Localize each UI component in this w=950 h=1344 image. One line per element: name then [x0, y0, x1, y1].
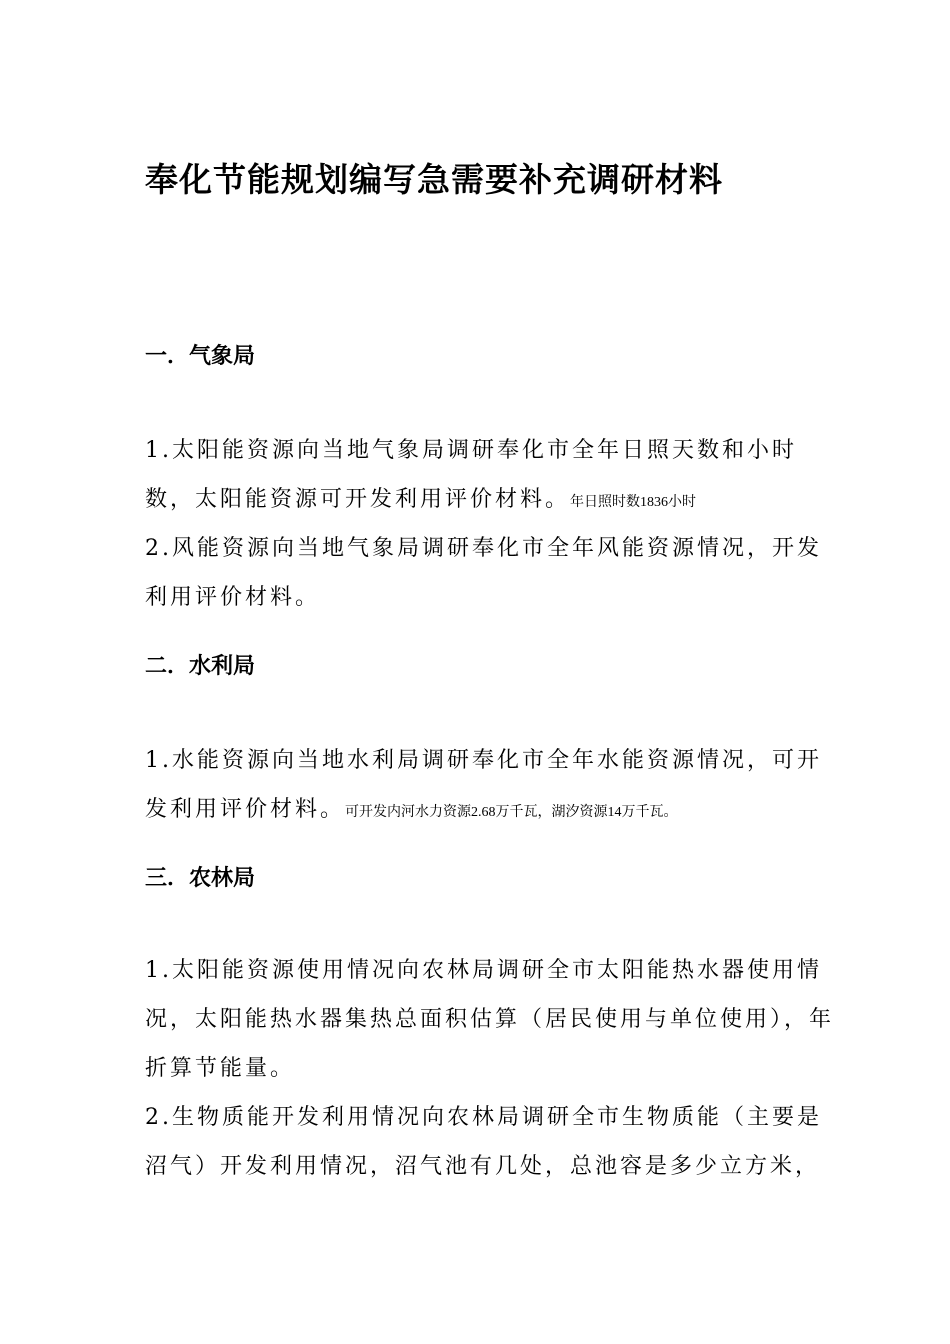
item-note: 可开发内河水力资源2.68万千瓦，湖汐资源14万千瓦。 [345, 805, 678, 820]
section-heading-agriculture-forestry: 三．农林局 [145, 866, 256, 891]
document-title: 奉化节能规划编写急需要补充调研材料 [145, 160, 723, 199]
list-item-biomass-usage [145, 1093, 835, 1191]
item-text: 2.风能资源向当地气象局调研奉化市全年风能资源情况，开发利用评价材料。 [145, 536, 822, 610]
item-text: 1.太阳能资源使用情况向农林局调研全市太阳能热水器使用情况，太阳能热水器集热总面积估算（居民使用与单位使用），年折算节能量。 [145, 958, 835, 1081]
list-item-solar-resource [145, 426, 835, 527]
item-note: 年日照时数1836小时 [570, 495, 697, 510]
item-text: 2.生物质能开发利用情况向农林局调研全市生物质能（主要是沼气）开发利用情况，沼气池有几处，总池容是多少立方米， [145, 1105, 822, 1179]
section-heading-meteorology: 一．气象局 [145, 344, 256, 369]
list-item-wind-resource [145, 524, 835, 622]
item-text: 1.太阳能资源向当地气象局调研奉化市全年日照天数和小时数，太阳能资源可开发利用评价材料。 [145, 438, 797, 512]
list-item-solar-usage [145, 946, 835, 1093]
item-text: 1.水能资源向当地水利局调研奉化市全年水能资源情况，可开发利用评价材料。 [145, 748, 822, 822]
list-item-hydro-resource [145, 736, 835, 837]
section-heading-water-conservancy: 二．水利局 [145, 654, 256, 679]
